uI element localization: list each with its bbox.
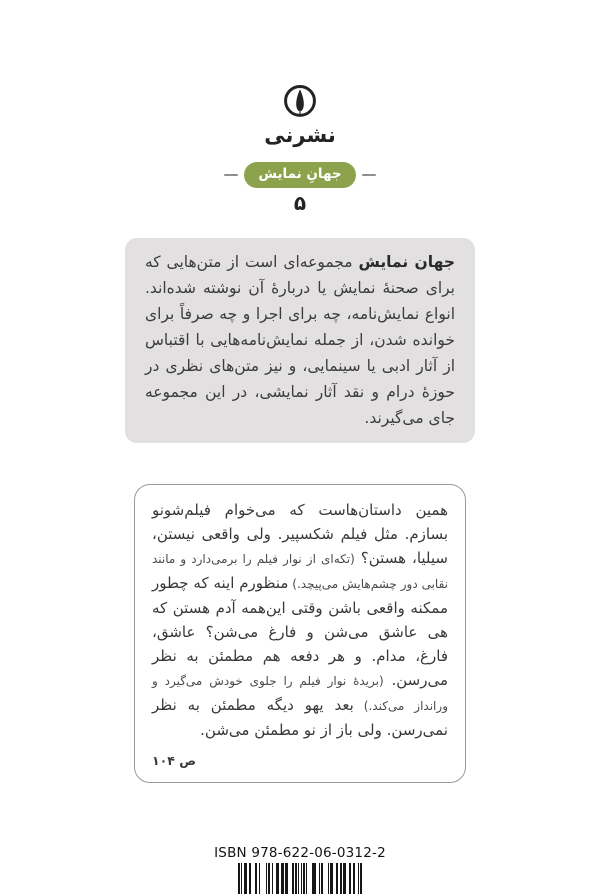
isbn-block bbox=[214, 845, 386, 894]
series-description-text: مجموعه‌ای است از متن‌هایی که برای صحنهٔ نمایش یا دربارهٔ آن نوشته شده‌اند. انواع نمایش‌نامه، چه برای اجرا و چه صرفاً برای خوانده شدن، از جمله نمایش‌نامه‌هایی با اقتباس از آثار ادبی یا سینمایی، و نیز متن‌های نظری در حوزهٔ درام و نقد آثار نمایشی، در این مجموعه جای می‌گیرند. bbox=[145, 253, 455, 427]
quote-text bbox=[152, 498, 448, 742]
badge-dash-left bbox=[224, 174, 238, 176]
excerpt-quote-box bbox=[134, 484, 466, 783]
quote-segment: منظورم اینه که چطور ممکنه واقعی باشن وقتی این‌همه آدم هستن که هی عاشق می‌شن و فارغ می‌شن؟ عاشق، فارغ، مدام. و هر دفعه هم مطمئن به نظر می‌رسن. bbox=[152, 574, 448, 689]
series-badge: جهانِ نمایش bbox=[244, 162, 355, 188]
quote-stage-direction: (بریدهٔ نوار فیلم را جلوی خودش می‌گیرد و ورانداز می‌کند.) bbox=[152, 674, 448, 713]
quote-stage-direction: (تکه‌ای از نوار فیلم را برمی‌دارد و مانند نقابی دور چشم‌هایش می‌پیچد.) bbox=[152, 552, 448, 591]
series-badge-row bbox=[224, 162, 375, 188]
quote-segment: بعد یهو دیگه مطمئن به نظر نمی‌رسن. ولی باز از نو مطمئن می‌شن. bbox=[152, 696, 448, 739]
isbn-label: ISBN 978-622-06-0312-2 bbox=[214, 845, 386, 861]
badge-dash-right bbox=[362, 174, 376, 176]
series-description-box bbox=[125, 238, 475, 443]
publisher-name: نشرنی bbox=[264, 122, 336, 147]
publisher-ney-reed-logo-icon bbox=[275, 84, 325, 118]
series-description-lead: جهان نمایش bbox=[358, 253, 455, 271]
page-reference: ص ۱۰۴ bbox=[152, 753, 197, 768]
series-number: ۵ bbox=[293, 191, 307, 215]
quote-segment: همین داستان‌هاست که می‌خوام فیلم‌شونو بسازم. مثل فیلم شکسپیر. ولی واقعی نیستن، سیلیا، هستن؟ bbox=[152, 501, 448, 567]
barcode-bars bbox=[238, 863, 361, 894]
